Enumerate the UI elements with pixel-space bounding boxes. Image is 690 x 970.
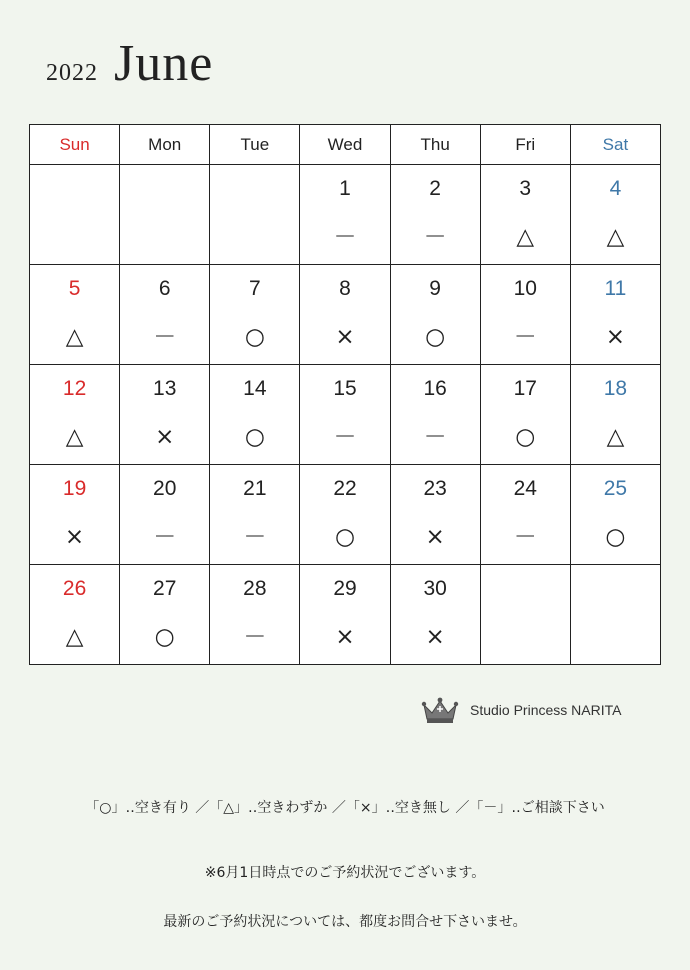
- availability-mark: ○: [244, 424, 265, 450]
- availability-mark: [481, 623, 570, 651]
- day-cell: [30, 165, 120, 265]
- day-cell: [300, 465, 390, 565]
- weekday-mon: Mon: [120, 125, 210, 165]
- day-number: 6: [158, 277, 171, 300]
- day-number: 21: [243, 477, 267, 500]
- day-cell: [210, 265, 300, 365]
- day-cell: [480, 365, 570, 465]
- day-cell: [210, 365, 300, 465]
- weekday-sun: Sun: [30, 125, 120, 165]
- weekday-thu: Thu: [390, 125, 480, 165]
- weekday-wed: Wed: [300, 125, 390, 165]
- day-cell: [390, 465, 480, 565]
- week-row-1: [30, 165, 661, 265]
- availability-calendar: [29, 124, 661, 665]
- day-number: 8: [339, 277, 351, 300]
- day-cell: [480, 265, 570, 365]
- availability-mark: －: [513, 524, 537, 550]
- day-number: 9: [429, 277, 441, 300]
- day-cell: [120, 365, 210, 465]
- day-cell: [120, 465, 210, 565]
- availability-mark: －: [153, 324, 177, 350]
- day-cell: [300, 265, 390, 365]
- availability-mark: ○: [334, 524, 356, 550]
- day-cell: [570, 565, 660, 665]
- availability-mark: △: [606, 424, 625, 450]
- day-cell: [30, 465, 120, 565]
- day-cell: [300, 565, 390, 665]
- year-label: 2022: [46, 60, 98, 86]
- day-number: 11: [604, 277, 627, 300]
- day-cell: [570, 365, 660, 465]
- availability-mark: [571, 623, 660, 651]
- day-cell: [390, 165, 480, 265]
- day-cell: [480, 465, 570, 565]
- availability-mark: －: [153, 524, 177, 550]
- week-row-2: [30, 265, 661, 365]
- availability-mark: －: [333, 424, 357, 450]
- day-number: 10: [513, 277, 537, 300]
- day-number: [571, 577, 660, 603]
- week-row-4: [30, 465, 661, 565]
- availability-mark: △: [65, 324, 84, 350]
- availability-mark: －: [513, 324, 537, 350]
- day-number: [120, 177, 209, 203]
- availability-mark: －: [333, 224, 357, 250]
- day-number: 2: [429, 177, 441, 200]
- availability-mark: ×: [425, 524, 445, 550]
- day-number: 1: [339, 177, 351, 200]
- day-number: 16: [423, 377, 447, 400]
- availability-mark: ×: [605, 324, 626, 350]
- day-number: 23: [423, 477, 447, 500]
- day-cell: [300, 165, 390, 265]
- calendar-header: [46, 34, 213, 93]
- availability-mark: ×: [64, 524, 85, 550]
- day-cell: [480, 565, 570, 665]
- availability-mark: [30, 223, 119, 251]
- day-cell: [570, 465, 660, 565]
- availability-mark: －: [423, 424, 447, 450]
- contact-note: 最新のご予約状況については、都度お問合せ下さいませ。: [163, 914, 527, 930]
- day-number: [30, 177, 119, 203]
- as-of-note: ※6月1日時点でのご予約状況でございます。: [204, 865, 486, 881]
- day-number: 25: [603, 477, 628, 500]
- day-cell: [30, 265, 120, 365]
- day-cell: [570, 265, 660, 365]
- availability-mark: △: [606, 224, 625, 250]
- day-number: [481, 577, 570, 603]
- day-cell: [570, 165, 660, 265]
- day-cell: [300, 365, 390, 465]
- day-cell: [120, 565, 210, 665]
- day-number: 5: [68, 277, 81, 300]
- weekday-tue: Tue: [210, 125, 300, 165]
- day-cell: [210, 565, 300, 665]
- availability-mark: △: [65, 624, 84, 650]
- day-number: 3: [519, 177, 532, 200]
- availability-legend: 「○」‥空き有り ／「△」‥空きわずか ／「×」‥空き無し ／「－」‥ご相談下さい: [85, 800, 605, 816]
- day-number: 18: [603, 377, 628, 400]
- day-cell: [390, 565, 480, 665]
- day-number: 7: [249, 277, 261, 300]
- day-number: 24: [513, 477, 537, 500]
- weekday-header-row: [30, 125, 661, 165]
- day-number: [210, 177, 299, 203]
- day-number: 15: [333, 377, 357, 400]
- crown-icon: [420, 695, 460, 725]
- availability-mark: ○: [154, 624, 175, 650]
- day-cell: [390, 265, 480, 365]
- day-number: 12: [62, 377, 87, 400]
- availability-mark: [120, 223, 209, 251]
- day-number: 14: [243, 377, 267, 400]
- availability-mark: ○: [515, 424, 536, 450]
- day-cell: [210, 165, 300, 265]
- availability-mark: －: [423, 224, 447, 250]
- availability-mark: [210, 223, 299, 251]
- day-number: 4: [609, 177, 622, 200]
- day-number: 29: [333, 577, 357, 600]
- week-row-3: [30, 365, 661, 465]
- day-number: 20: [153, 477, 177, 500]
- day-number: 26: [62, 577, 87, 600]
- day-number: 13: [153, 377, 177, 400]
- day-number: 17: [513, 377, 537, 400]
- availability-mark: ×: [335, 324, 355, 350]
- day-cell: [480, 165, 570, 265]
- day-number: 28: [243, 577, 267, 600]
- availability-mark: △: [65, 424, 84, 450]
- day-number: 22: [333, 477, 357, 500]
- day-cell: [30, 365, 120, 465]
- day-cell: [390, 365, 480, 465]
- day-cell: [210, 465, 300, 565]
- day-cell: [120, 165, 210, 265]
- studio-name: Studio Princess NARITA: [470, 702, 622, 718]
- day-cell: [30, 565, 120, 665]
- availability-mark: －: [243, 524, 267, 550]
- day-number: 30: [423, 577, 447, 600]
- day-cell: [120, 265, 210, 365]
- studio-brand: [420, 695, 621, 725]
- availability-mark: ×: [335, 624, 355, 650]
- availability-mark: ×: [155, 424, 175, 450]
- weekday-fri: Fri: [480, 125, 570, 165]
- day-number: 19: [62, 477, 87, 500]
- weekday-sat: Sat: [570, 125, 660, 165]
- availability-mark: －: [243, 624, 267, 650]
- day-number: 27: [153, 577, 177, 600]
- availability-mark: ○: [605, 524, 626, 550]
- week-row-5: [30, 565, 661, 665]
- availability-mark: △: [516, 224, 535, 250]
- availability-mark: ○: [425, 324, 446, 350]
- availability-mark: ×: [425, 624, 445, 650]
- availability-mark: ○: [244, 324, 265, 350]
- month-title: June: [114, 35, 214, 92]
